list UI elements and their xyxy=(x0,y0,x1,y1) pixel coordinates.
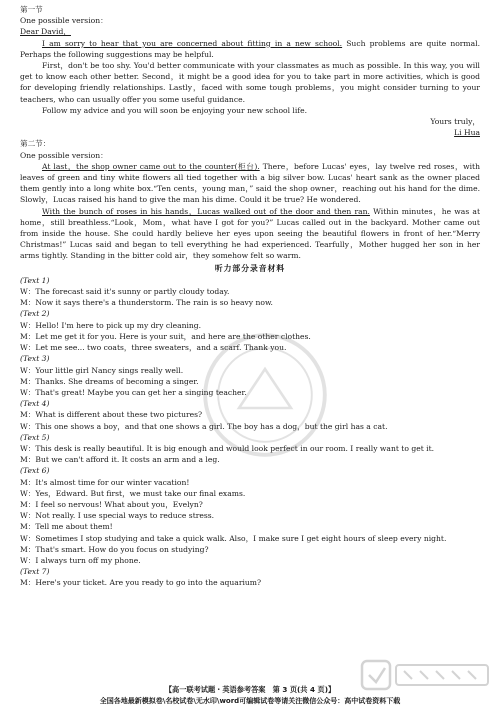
story-p1-rest: There，before Lucas' eyes，lay twelve red roses，with leaves of green and tiny white flowers all tied together with a big silver bow. Lucas' heart sank as the owner placed them gently into a long white box.“Ten cents，young man，” said the shop owner，reaching out his hand for the dime. Slowly，Lucas raised his hand to give the man his dime. Could it be true? He wondered. xyxy=(20,161,481,205)
footer-page-title: 【高一联考试题・英语参考答案 第 3 页(共 4 页)】 xyxy=(164,685,336,694)
listening-section-title: 听力部分录音材料 xyxy=(214,263,286,273)
section2-version-label: One possible version： xyxy=(20,150,108,160)
transcript-line: W：Not really. I use special ways to reduce stress. xyxy=(20,511,215,521)
transcript-line: M：But we can't afford it. It costs an arm and a leg. xyxy=(20,455,220,465)
story-paragraph-1 xyxy=(20,161,480,206)
transcript-line: M：That's smart. How do you focus on studying? xyxy=(20,544,209,554)
transcript-line: W：That's great! Maybe you can get her a singing teacher. xyxy=(20,387,247,397)
story-paragraph-2 xyxy=(20,206,480,262)
transcript-line: W：The forecast said it's sunny or partly cloudy today. xyxy=(20,287,230,297)
letter-paragraph-2: First，don't be too shy. You'd better communicate with your classmates as much as possible. In this way, you will get to know each other better. Second，it might be a good idea for you to take part in more activities, which is good for developing friendly relationships. Lastly，faced with some tough problems，you might consider turning to your teachers, who can usually offer you some useful guidance. xyxy=(20,61,480,104)
transcript-line: W：Yes，Edward. But first，we must take our final exams. xyxy=(20,488,246,498)
transcript-line: M：I feel so nervous! What about you，Evelyn? xyxy=(20,499,203,509)
transcript-line: W：This desk is really beautiful. It is big enough and would look perfect in our room. I really want to get it. xyxy=(20,443,435,453)
transcript-line: M：Tell me about them! xyxy=(20,522,113,532)
transcript-text-tag: (Text 3) xyxy=(20,354,50,364)
transcript-text-tag: (Text 6) xyxy=(20,466,50,476)
section1-heading: 第一节 xyxy=(20,5,43,14)
transcript-line: M：What is different about these two pictures? xyxy=(20,410,203,420)
transcript-text-tag: (Text 4) xyxy=(20,399,50,409)
transcript-text-tag: (Text 1) xyxy=(20,275,50,285)
story-p2-rest: Within minutes，he was at home，still breathless.“Look，Mom，what have I got for you?” Lucas called out in the backyard. Mother came out from inside the house. She could hardly believe her eyes upon seeing the beautiful flowers in front of her.“Merry Christmas!” Lucas said and began to tell everything he had experienced. Tearfully，Mother hugged her son in her arms tightly. Standing in the bitter cold air，they somehow felt so warm. xyxy=(20,206,480,261)
transcript-line: W：Sometimes I stop studying and take a quick walk. Also，I make sure I get eight hours of sleep every night. xyxy=(20,533,447,543)
transcript-line: W：Hello! I'm here to pick up my dry cleaning. xyxy=(20,320,202,330)
transcript-line: W：Let me see... two coats，three sweaters，and a scarf. Thank you. xyxy=(20,343,287,353)
signature-name: Li Hua xyxy=(454,128,480,138)
listening-transcript xyxy=(20,275,480,589)
section1-version-label: One possible version： xyxy=(20,16,108,26)
salutation-text: Dear David， xyxy=(20,27,71,37)
letter-paragraph-3: Follow my advice and you will soon be enjoying your new school life. xyxy=(42,105,308,115)
letter-closing: Yours truly， xyxy=(430,117,480,127)
transcript-line: W：I always turn off my phone. xyxy=(20,555,141,565)
transcript-text-tag: (Text 2) xyxy=(20,309,50,319)
letter-signature xyxy=(20,127,480,138)
story-p1-opening: At last，the shop owner came out to the counter(柜台). xyxy=(42,161,260,171)
transcript-line: W：Your little girl Nancy sings really well. xyxy=(20,365,184,375)
transcript-line: M：Let me get it for you. Here is your suit，and here are the other clothes. xyxy=(20,331,311,341)
letter-paragraph-1 xyxy=(20,38,480,60)
transcript-line: M：It's almost time for our winter vacation! xyxy=(20,477,190,487)
section2-heading: 第二节： xyxy=(20,139,51,149)
story-p2-opening: With the bunch of roses in his hands，Lucas walked out of the door and then ran. xyxy=(42,206,370,216)
transcript-text-tag: (Text 5) xyxy=(20,432,50,442)
transcript-text-tag: (Text 7) xyxy=(20,567,50,577)
letter-p1-rest: Such problems are quite normal. Perhaps the following suggestions may be helpful. xyxy=(20,38,480,59)
transcript-line: M：Now it says there's a thunderstorm. The rain is so heavy now. xyxy=(20,298,273,308)
transcript-line: W：This one shows a boy，and that one shows a girl. The boy has a dog，but the girl has a cat. xyxy=(20,421,388,431)
letter-salutation xyxy=(20,26,480,37)
footer-note: 全国各地最新模拟卷\名校试卷\无水印\word可编辑试卷等请关注微信公众号：高中试卷资料下载 xyxy=(99,697,401,705)
letter-p1-opening: I am sorry to hear that you are concerned about fitting in a new school. xyxy=(42,38,343,48)
transcript-line: M：Here's your ticket. Are you ready to go into the aquarium? xyxy=(20,578,262,588)
transcript-line: M：Thanks. She dreams of becoming a singer. xyxy=(20,376,199,386)
